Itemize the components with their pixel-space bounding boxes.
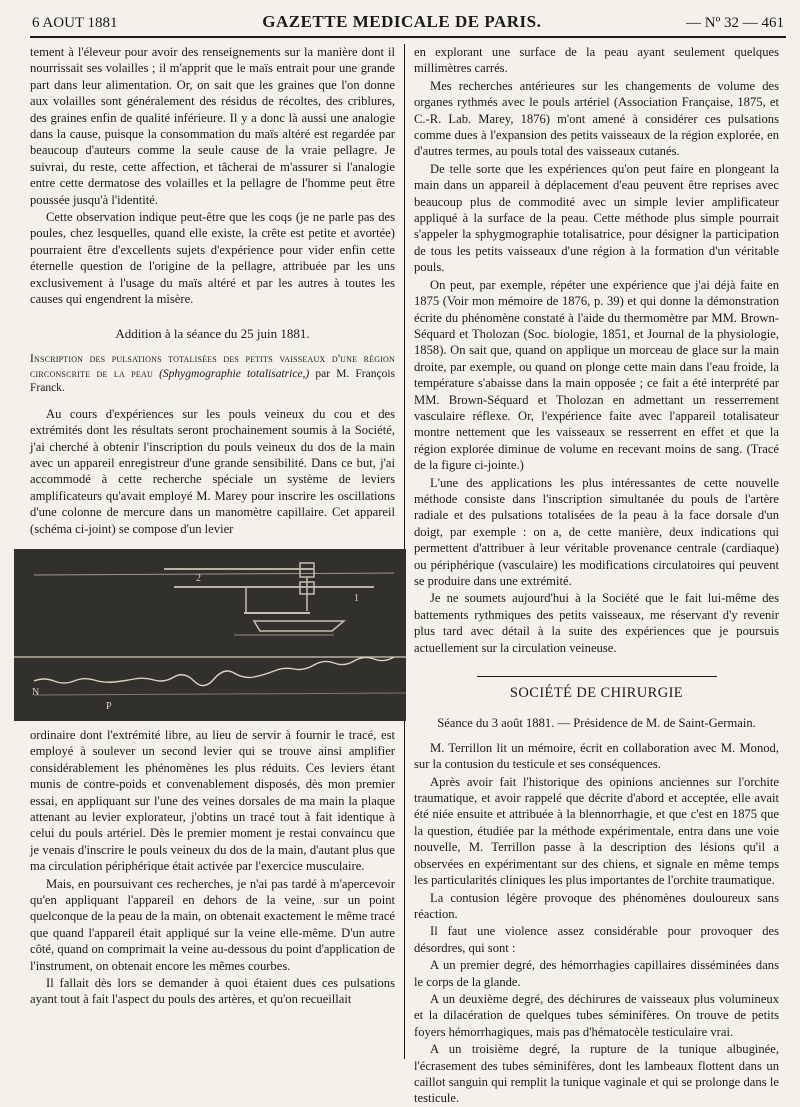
paragraph: M. Terrillon lit un mémoire, écrit en collaboration avec M. Monod, sur la contusion du testicule et ses conséquences. [414,740,779,772]
paragraph: L'une des applications les plus intéressantes de cette nouvelle méthode consiste dans l'inscription simultanée du pouls de l'artère radiale et des pulsations totalisées de la peau à la face dorsale d'un doigt, par exemple : on a, de cette manière, deux indications qui permettent d'attribuer à leur véritable provenance centrale (cardiaque) ou périphérique (vasculaire) les modifications circulatoires qui peuvent se produire dans une extrémité. [414,475,779,588]
addition-heading: Addition à la séance du 25 juin 1881. [115,325,310,341]
paragraph: De telle sorte que les expériences qu'on peut faire en plongeant la main dans un appareil à déplacement d'eau peuvent être reprises avec beaucoup plus de commodité avec un simple levier amplificateur appliqué à la surface de la peau. Cette méthode plus simple pourrait s'appeler la sphygmographie totalisatrice, pour désigner la participation de tous les petits vaisseaux d'une région à la formation d'un véritable pouls. [414,161,779,275]
paragraph: Après avoir fait l'historique des opinions anciennes sur l'orchite traumatique, et avoir rappelé que décrite d'abord et acceptée, elle avait été niée ensuite et attribuée à la blennorrhagie, et que c'est en 1875 que la question, étudiée par la méthode expérimentale, entra dans une voie nouvelle, M. Terrillon passe à la description des lésions qu'il a observées en expérimentant sur des chiens, et signale en même temps les particularités cliniques les plus importantes de l'orchite traumatique. [414,774,779,888]
paragraph: A un deuxième degré, des déchirures de vaisseaux plus volumineux et la dilacération de quelques tubes séminifères. On trouve de petits foyers hémorrhagiques, mais pas d'hématocèle testiculaire vrai. [414,991,779,1039]
paragraph: Cette observation indique peut-être que les coqs (je ne parle pas des poules, chez lesquelles, quand elle existe, la crête est petite et avortée) pourraient être d'excellents sujets d'expérience pour vider enfin cette éternelle question de l'origine de la pellagre, attribuée par les uns exclusivement à l'usage du maïs altéré et par les autres à toutes les causes qui engendrent la misère. [30,210,395,307]
figure-label: 1 [354,592,359,604]
figure-label: P [106,700,112,712]
figure-drawing [14,549,406,721]
article-author: par M. François Franck. [30,367,396,395]
page-header [30,12,786,38]
article-heading [30,352,395,396]
left-column [30,44,402,1059]
paragraph: Il faut une violence assez considérable pour provoquer des désordres, qui sont : [414,924,779,955]
paragraph: Mes recherches antérieures sur les changements de volume des organes rythmés avec le pouls artériel (Association Française, 1875, et C.-R. Lab. Marey, 1876) m'ont amené à considérer ces pulsations comme dues à l'expansion des petits vaisseaux de la région explorée, en d'autres termes, au pouls total des vaisseaux cutanés. [414,78,779,159]
paragraph: ordinaire dont l'extrémité libre, au lieu de servir à fournir le tracé, est employé à soulever un second levier qui se trouve ainsi amplifier considérablement les phénomènes les plus réduits. Ces leviers étant munis de contre-poids et convenablement disposés, dès mon premier essai, en appliquant sur l'une des veines dorsales de ma main la plaque attenant au levier explorateur, j'obtins un tracé tout à fait identique à celui du pouls artériel. Dès le premier moment je restai convaincu que je venais d'inscrire le pouls veineux du dos de la main, d'autant plus que ma circulation périphérique était activée par l'exercice musculaire. [30,727,395,874]
section-title-text: SOCIÉTÉ DE CHIRURGIE [477,676,717,701]
section-title [414,676,779,701]
paragraph: Mais, en poursuivant ces recherches, je n'ai pas tardé à m'apercevoir qu'en appliquant l'appareil en dehors de la veine, sur un point quelconque de la peau de la main, on obtenait exactement le même tracé que quand l'appareil était appliqué sur la veine elle-même. D'un autre côté, quand on comprimait la veine au-dessous du point d'application de l'instrument, on obtenait encore les mêmes courbes. [30,876,395,973]
paragraph: La contusion légère provoque des phénomènes douloureux sans réaction. [414,890,779,921]
apparatus-figure [14,549,406,721]
paragraph: A un troisième degré, la rupture de la tunique albuginée, l'écrasement des tubes séminifères, dont les lambeaux flottent dans un caillot sanguin qui remplit la tunique vaginale et qui se prolonge dans le testicule. [414,1042,779,1106]
figure-label: N [32,686,40,698]
paragraph: Il fallait dès lors se demander à quoi étaient dues ces pulsations ayant tout à fait l'aspect du pouls des artères, et qu'on recueillait [30,976,395,1007]
journal-title: GAZETTE MEDICALE DE PARIS. [262,12,542,31]
paragraph: en explorant une surface de la peau ayant seulement quelques millimètres carrés. [414,45,779,76]
paragraph: Au cours d'expériences sur les pouls veineux du cou et des extrémités dont les résultats seront prochainement soumis à la Société, j'ai cherché à obtenir l'inscription du pouls veineux du dos de la main avec un appareil enregistreur d'une grande sensibilité. Dans ce but, j'ai accommodé à cette recherche spéciale un système de leviers amplificateurs qu'avait employé M. Marey pour inscrire les oscillations d'une colonne de mercure dans un manomètre capillaire. Cet appareil (schéma ci-joint) se compose d'un levier [30,406,395,536]
session-line: Séance du 3 août 1881. — Présidence de M. de Saint-Germain. [437,716,756,731]
paragraph: tement à l'éleveur pour avoir des renseignements sur la manière dont il nourrissait ses volailles ; il m'apprit que le maïs entrait pour une grande part dans leur alimentation. Or, on sait que les graines que l'on donne aux volailles sont généralement des résidus de récoltes, des criblures, des graines enfin de qualité inférieure. Il y a donc là aussi une analogie dans la cause, puisque la consommation du maïs altéré est regardée par beaucoup d'auteurs comme la seule cause de la vraie pellagre. Je suivrai, du reste, cette affection, et tâcherai de m'assurer si l'analogie entre cette dermatose des volailles et la pellagre de l'homme peut être poussée jusqu'à l'identité. [30,45,395,207]
page-number: — Nº 32 — 461 [686,15,784,31]
article-heading-italic: (Sphygmographie totalisatrice,) [159,367,310,380]
paragraph: On peut, par exemple, répéter une expérience que j'ai déjà faite en 1875 (Voir mon mémoire de 1876, p. 39) et qui donne la démonstration écrite du phénomène constaté à l'aide du thermomètre par MM. Brown-Séquard et Tholozan (Soc. biologie, 1851, et Journal de la physiologie, 1858). On sait que, quand on applique un morceau de glace sur la main droite, par exemple, ou quand on plonge cette main dans l'eau froide, la température s'abaisse dans la main opposée ; ce fait a été interprété par MM. Brown-Séquard et Tholozan en admettant un resserrement vasculaire réflexe. Or, l'expérience faite avec l'appareil totalisateur montre nettement que les vaisseaux se resserrent en effet et que la région explorée diminue de volume en recevant moins de sang. (Tracé de la figure ci-jointe.) [414,277,779,473]
right-column [407,44,779,1106]
paragraph: A un premier degré, des hémorrhagies capillaires disséminées dans le corps de la glande. [414,958,779,989]
issue-date: 6 AOUT 1881 [32,15,118,31]
article-heading-caps: Inscription des pulsations totalisées des petits vaisseaux d'une région circonscrite de la peau [30,352,395,380]
text-columns [30,44,786,1106]
figure-label: 2 [196,572,201,584]
paragraph: Je ne soumets aujourd'hui à la Société que le fait lui-même des battements rythmiques des petits vaisseaux, me réservant d'y revenir plus tard avec détail à la suite des expériences que je poursuis actuellement sur la circulation veineuse. [414,591,779,655]
